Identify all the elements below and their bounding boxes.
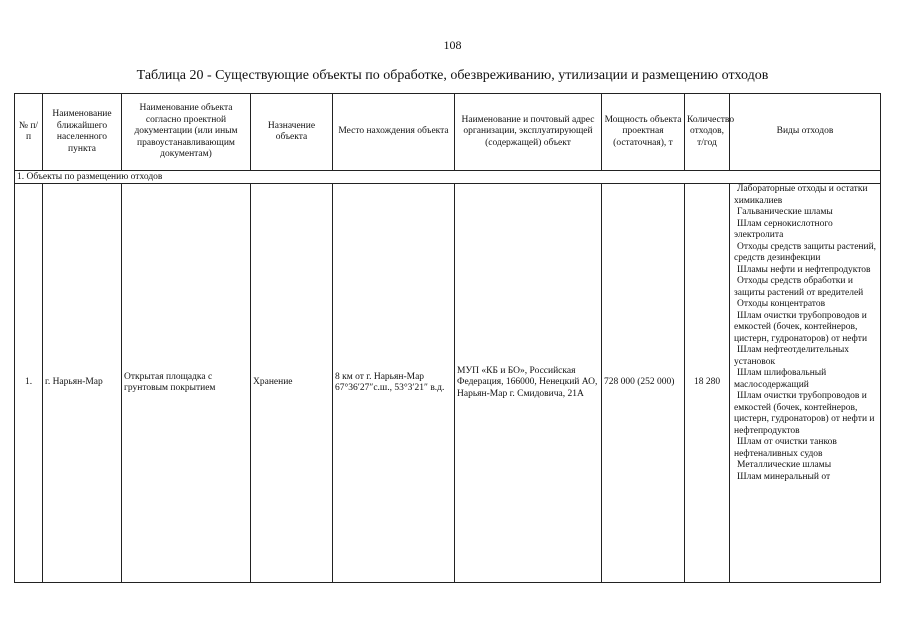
waste-item: Лабораторные отходы и остатки химикалиев — [734, 184, 868, 206]
waste-item: Шлам очистки трубопроводов и емкостей (бочек, контейнеров, цистерн, гудронаторов) от нефти и нефтепродуктов — [734, 391, 875, 436]
cell-organization: МУП «КБ и БО», Российская Федерация, 166000, Ненецкий АО, Нарьян-Мар г. Смидовича, 21А — [455, 184, 602, 583]
header-location: Место нахождения объекта — [333, 94, 455, 171]
cell-purpose: Хранение — [251, 184, 333, 583]
header-object-name: Наименование объекта согласно проектной документации (или иным правоустанавливающим документам) — [122, 94, 251, 171]
header-waste-types: Виды отходов — [730, 94, 881, 171]
header-capacity: Мощность объекта проектная (остаточная), т — [602, 94, 685, 171]
waste-item: Отходы средств защиты растений, средств дезинфекции — [734, 241, 877, 263]
waste-item: Шлам сернокислотного электролита — [734, 218, 833, 240]
waste-item: Металлические шламы — [737, 460, 832, 470]
waste-item: Гальванические шламы — [737, 207, 833, 217]
section-row — [15, 171, 881, 184]
waste-item: Отходы концентратов — [737, 299, 826, 309]
waste-item: Шлам от очистки танков нефтеналивных судов — [734, 437, 837, 459]
cell-amount: 18 280 — [685, 184, 730, 583]
page-number: 108 — [443, 38, 462, 52]
cell-num: 1. — [15, 184, 43, 583]
waste-item: Шламы нефти и нефтепродуктов — [737, 264, 871, 275]
waste-objects-table — [14, 93, 881, 583]
waste-item: Шлам минеральный от — [737, 471, 831, 482]
table-row — [15, 184, 881, 583]
waste-item: Шлам шлифовальный маслосодержащий — [734, 368, 827, 390]
cell-settlement: г. Нарьян-Мар — [43, 184, 122, 583]
waste-item: Шлам очистки трубопроводов и емкостей (бочек, контейнеров, цистерн, гудронаторов) от нефти — [734, 310, 868, 344]
cell-location: 8 км от г. Нарьян-Мар 67°36′27″с.ш., 53°3′21″ в.д. — [333, 184, 455, 583]
header-row — [15, 94, 881, 171]
header-purpose: Назначение объекта — [251, 94, 333, 171]
header-num: № п/п — [15, 94, 43, 171]
table-caption: Таблица 20 - Существующие объекты по обработке, обезвреживанию, утилизации и размещению отходов — [136, 68, 769, 83]
header-amount: Количество отходов, т/год — [685, 94, 730, 171]
header-organization: Наименование и почтовый адрес организации, эксплуатирующей (содержащей) объект — [455, 94, 602, 171]
cell-object-name: Открытая площадка с грунтовым покрытием — [122, 184, 251, 583]
waste-item: Отходы средств обработки и защиты растений от вредителей — [734, 276, 864, 298]
section-title: 1. Объекты по размещению отходов — [15, 171, 881, 184]
header-settlement: Наименование ближайшего населенного пункта — [43, 94, 122, 171]
waste-item: Шлам нефтеотделительных установок — [734, 345, 850, 367]
cell-waste-types — [730, 184, 881, 583]
cell-capacity: 728 000 (252 000) — [602, 184, 685, 583]
